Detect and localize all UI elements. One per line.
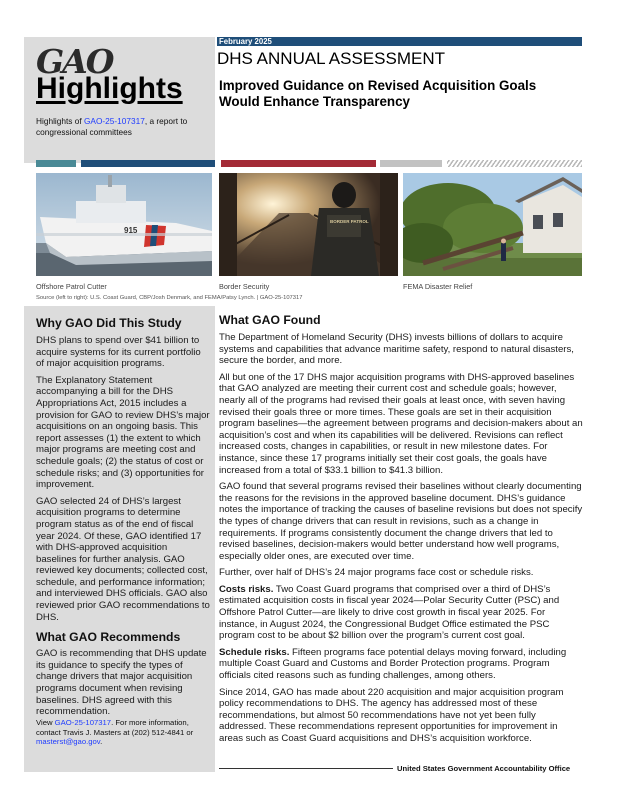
caption-border: Border Security — [219, 282, 270, 291]
navy-bar — [81, 160, 215, 167]
found-paragraph-2: All but one of the 17 DHS major acquisition programs with DHS-approved baselines that GAO analyzed are meeting their current cost and schedule goals; however, nearly all of the programs had revised their goals at least once, with seven having revised their goals three or more times. These goals are set in their acquisition program baselines—the agreement between programs and decision-makers about an acquisition’s cost and when its capabilities will be delivered. Revisions can reflect increased costs, changes in capabilities, or result in new milestone dates. For instance, since these 17 programs initially set their cost goals, the goals have increased from a total of $33.1 billion to $41.3 billion. — [219, 371, 583, 476]
found-paragraph-3: GAO found that several programs revised their baselines without clearly documenting the reasons for the revisions in the approved baseline document. DHS’s guidance notes the importance of tracking the causes of baseline revisions but does not specify the types of change drivers that can result in revisions, such as a change in requirements. If programs consistently document the change drivers that led to revised baselines, decision-makers would better understand how well programs, especially older ones, are executed over time. — [219, 481, 583, 562]
hull-number: 915 — [124, 226, 138, 235]
left-column — [36, 316, 210, 723]
why-heading: Why GAO Did This Study — [36, 316, 182, 330]
schedule-risks-lead: Schedule risks. — [219, 646, 290, 658]
cost-risks-paragraph — [219, 584, 583, 642]
found-paragraph-1: The Department of Homeland Security (DHS) invests billions of dollars to acquire systems and capabilities that advance maritime safety, respond to natural disasters, secure the border, and more. — [219, 332, 574, 367]
contact-info — [36, 718, 210, 747]
view-mid: . For more information, contact Travis J. Masters at (202) 512-4841 or — [36, 718, 194, 737]
recommends-heading: What GAO Recommends — [36, 630, 181, 645]
view-end: . — [100, 737, 103, 747]
teal-bar — [36, 160, 76, 167]
found-heading: What GAO Found — [219, 313, 321, 327]
why-paragraph-1: DHS plans to spend over $41 billion to acquire systems for its current portfolio of major acquisition programs. — [36, 335, 201, 370]
highlights-of-suffix: , a report to congressional committees — [36, 116, 188, 137]
found-paragraph-7: Since 2014, GAO has made about 220 acquisition and major acquisition program policy recommendations to DHS. The agency has addressed most of these recommendations, but almost 50 recommendations have not yet been fully addressed. These recommendations represent opportunities for improvement in areas such as Coast Guard acquisitions and DHS’s acquisition workforce. — [219, 686, 564, 744]
right-column — [219, 313, 583, 750]
red-bar — [221, 160, 376, 167]
highlights-of-text — [36, 116, 211, 137]
found-paragraph-4: Further, over half of DHS’s 24 major programs face cost or schedule risks. — [219, 567, 534, 579]
gao-logo: GAO — [36, 42, 113, 81]
email-link[interactable]: masterst@gao.gov — [36, 737, 101, 747]
date-bar — [217, 37, 582, 46]
photo-source: Source (left to right): U.S. Coast Guard, CBP/Josh Denmark, and FEMA/Patsy Lynch. | GAO-25-107317 — [36, 295, 303, 301]
schedule-risks-paragraph — [219, 647, 583, 682]
report-subtitle: Improved Guidance on Revised Acquisition Goals Would Enhance Transparency — [219, 78, 537, 109]
hatched-bar — [447, 160, 582, 167]
caption-cutter: Offshore Patrol Cutter — [36, 282, 107, 291]
why-paragraph-3: GAO selected 24 of DHS’s largest acquisition programs to determine program status as of the end of fiscal year 2024. Of these, GAO identified 17 with DHS-approved acquisition baselines for further analysis. GAO reviewed key documents; collected cost, schedule, and performance information; and interviewed DHS officials. GAO also reviewed prior GAO recommendations to DHS. — [36, 495, 210, 623]
caption-fema: FEMA Disaster Relief — [403, 282, 473, 291]
report-link[interactable]: GAO-25-107317 — [83, 116, 145, 126]
highlights-title: Highlights — [36, 72, 183, 105]
footer-rule — [219, 768, 393, 769]
footer-agency: United States Government Accountability Office — [397, 764, 571, 773]
view-report-link[interactable]: GAO-25-107317 — [54, 718, 112, 727]
assessment-title: DHS ANNUAL ASSESSMENT — [217, 49, 445, 68]
view-prefix: View — [36, 718, 55, 727]
report-date: February 2025 — [219, 36, 272, 46]
recommends-paragraph: GAO is recommending that DHS update its guidance to specify the types of change drivers that major acquisition programs document when revising baselines. DHS agreed with this recommendation. — [36, 648, 207, 718]
photo-offshore-patrol-cutter — [36, 173, 212, 276]
cost-risks-text: Two Coast Guard programs that comprised over a third of DHS’s estimated acquisition costs in fiscal year 2024—Polar Security Cutter (PSC) and Offshore Patrol Cutter—are likely to drive cost growth in fiscal year 2025. For instance, in August 2024, the Congressional Budget Office estimated the PSC program cost to be about $2 billion over the program’s current cost goal. — [219, 583, 560, 642]
cost-risks-lead: Costs risks. — [219, 583, 274, 595]
why-paragraph-2: The Explanatory Statement accompanying a bill for the DHS Appropriations Act, 2015 includes a provision for GAO to review DHS’s major acquisitions on an ongoing basis. This report assesses (1) the extent to which major programs are meeting cost and schedule goals; (2) the status of cost or schedule risks; and (3) opportunities for improvement. — [36, 374, 210, 491]
photo-border-security — [219, 173, 398, 276]
highlights-of-prefix: Highlights of — [36, 116, 84, 126]
gray-bar — [380, 160, 442, 167]
vest-text: BORDER PATROL — [330, 219, 369, 224]
photo-fema-disaster-relief — [403, 173, 582, 276]
schedule-risks-text: Fifteen programs face potential delays moving forward, including multiple Coast Guard and Customs and Border Protection programs. Program officials cited reasons such as funding challenges, among others. — [219, 646, 567, 682]
